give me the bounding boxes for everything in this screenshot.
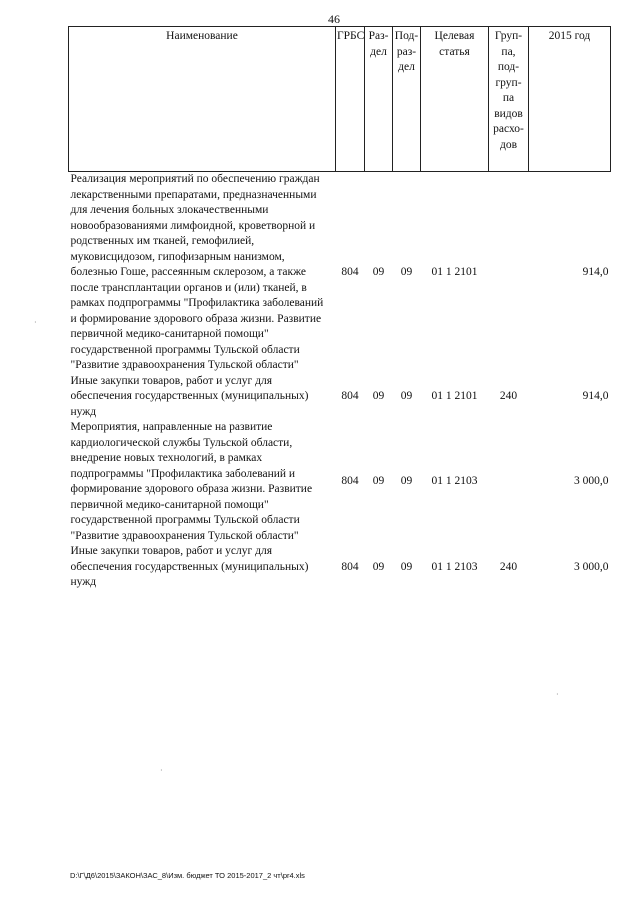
budget-table xyxy=(68,26,611,591)
table-header-row xyxy=(69,27,611,172)
row-name: Реализация мероприятий по обеспечению граждан лекарственными препаратами, предназначенными для лечения больных злокачественными новообразованиями лимфоидной, кроветворной и родственных им тканей, гемофилией, муковисцидозом, гипофизарным нанизмом, болезнью Гоше, рассеянным склерозом, а также после трансплантации органов и (или) тканей, в рамках подпрограммы "Профилактика заболеваний и формирование здорового образа жизни. Развитие первичной медико-санитарной помощи" государственной программы Тульской области "Развитие здравоохранения Тульской области" xyxy=(70,173,324,371)
file-path-footer: D:\Г\Д6\2015\ЗАКОН\ЗАС_8\Изм. бюджет ТО 2015-2017_2 чт\pr4.xls xyxy=(70,871,305,880)
row-group xyxy=(489,420,529,544)
table-row xyxy=(69,172,611,374)
row-group: 240 xyxy=(499,390,518,402)
row-subsection: 09 xyxy=(400,475,413,488)
row-name: Мероприятия, направленные на развитие кардиологической службы Тульской области, внедрение новых технологий, в рамках подпрограммы "Профилактика заболеваний и формирование здорового образа жизни. Развитие первичной медико-санитарной помощи" государственной программы Тульской области "Развитие здравоохранения Тульской области" xyxy=(70,421,313,542)
row-subsection: 09 xyxy=(400,266,413,278)
row-name: Иные закупки товаров, работ и услуг для обеспечения государственных (муниципальных) нужд xyxy=(70,545,309,588)
header-year: 2015 год xyxy=(529,27,611,172)
row-section: 09 xyxy=(372,560,385,573)
scan-mark: · xyxy=(34,318,37,327)
row-amount: 3 000,0 xyxy=(574,475,609,488)
header-expense-group: Груп- па, под- груп- па видов расхо- дов xyxy=(489,27,529,172)
table-row xyxy=(69,544,611,591)
scan-mark: · xyxy=(556,690,559,699)
row-subsection: 09 xyxy=(400,560,413,573)
row-target: 01 1 2101 xyxy=(431,266,478,278)
header-subsection: Под- раз- дел xyxy=(393,27,421,172)
row-group: 240 xyxy=(499,560,518,573)
row-grbs: 804 xyxy=(341,266,359,278)
scan-mark: · xyxy=(160,766,163,775)
row-section: 09 xyxy=(372,390,385,402)
row-target: 01 1 2101 xyxy=(431,390,478,402)
row-grbs: 804 xyxy=(341,390,359,402)
row-grbs: 804 xyxy=(341,475,359,488)
row-group xyxy=(489,172,529,374)
row-section: 09 xyxy=(372,475,385,488)
row-target: 01 1 2103 xyxy=(431,560,478,573)
row-target: 01 1 2103 xyxy=(431,475,478,488)
table-row xyxy=(69,420,611,544)
table-row xyxy=(69,374,611,421)
row-amount: 914,0 xyxy=(582,390,609,402)
header-name: Наименование xyxy=(69,27,336,172)
row-amount: 3 000,0 xyxy=(574,560,609,573)
row-grbs: 804 xyxy=(341,560,359,573)
header-target-article: Целевая статья xyxy=(421,27,489,172)
header-grbs: ГРБС xyxy=(336,27,365,172)
row-name: Иные закупки товаров, работ и услуг для обеспечения государственных (муниципальных) нужд xyxy=(70,374,309,418)
row-subsection: 09 xyxy=(400,390,413,402)
page-number: 46 xyxy=(328,12,340,26)
row-section: 09 xyxy=(372,266,385,278)
header-section: Раз- дел xyxy=(365,27,393,172)
row-amount: 914,0 xyxy=(582,266,609,278)
